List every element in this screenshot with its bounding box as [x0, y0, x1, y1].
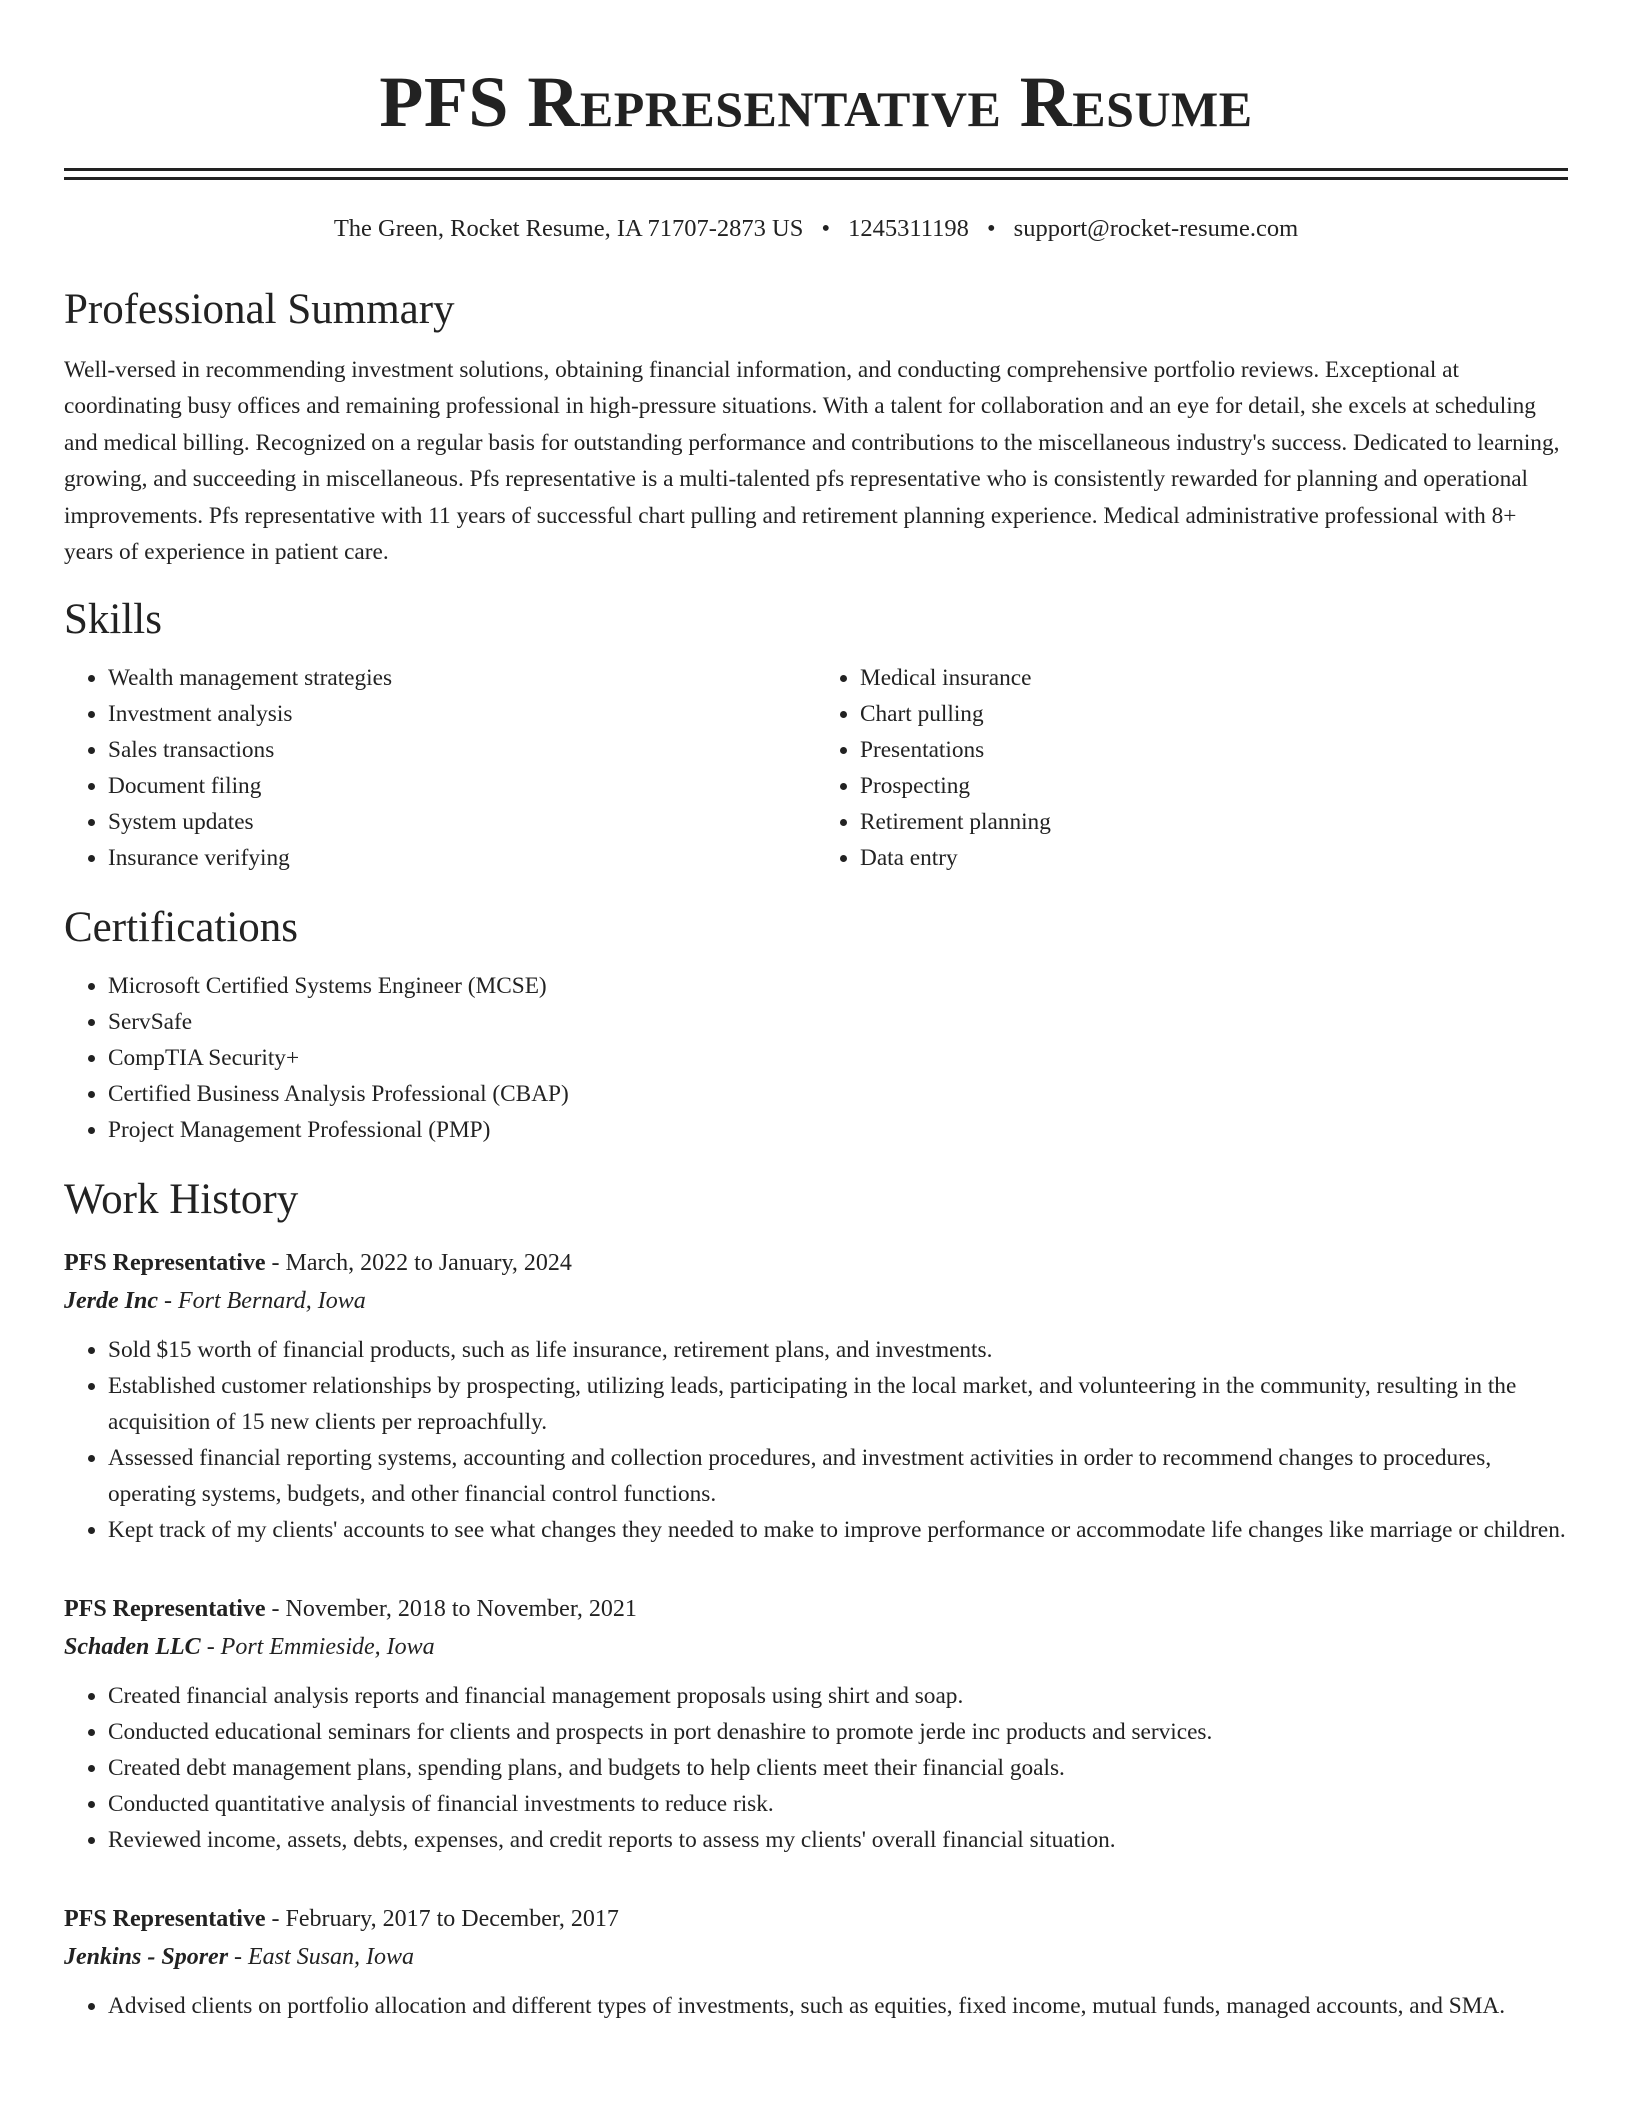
section-heading-skills: Skills [64, 596, 162, 644]
contact-address: The Green, Rocket Resume, IA 71707-2873 US [333, 215, 804, 242]
job-title-line [64, 1900, 1568, 1938]
title-divider-bottom [64, 177, 1568, 180]
skill-item: • Medical insurance [860, 660, 1568, 696]
job-company: Jerde Inc [64, 1288, 158, 1315]
job-bullet: • Conducted quantitative analysis of financial investments to reduce risk. [108, 1786, 1568, 1822]
job-title-line [64, 1244, 1568, 1282]
job-location: - East Susan, Iowa [228, 1944, 415, 1971]
section-heading-summary: Professional Summary [64, 286, 455, 333]
job-entry [64, 1244, 1568, 1548]
job-bullet: • Created financial analysis reports and financial management proposals using shirt and soap. [108, 1678, 1568, 1714]
job-bullet: • Conducted educational seminars for clients and prospects in port denashire to promote jerde inc products and services. [108, 1714, 1568, 1750]
certification-item: • Certified Business Analysis Professional (CBAP) [108, 1076, 1568, 1112]
skill-item: • Data entry [860, 840, 1568, 876]
job-entry [64, 1590, 1568, 1858]
skill-item: • System updates [108, 804, 816, 840]
job-bullets [64, 1332, 1568, 1548]
job-bullets [64, 1988, 1568, 2024]
contact-separator: • [986, 215, 996, 242]
certifications-list [64, 968, 1568, 1148]
job-title: PFS Representative [64, 1596, 266, 1623]
certification-item: • CompTIA Security+ [108, 1040, 1568, 1076]
job-location: - Port Emmieside, Iowa [200, 1634, 435, 1661]
contact-separator: • [821, 215, 831, 242]
job-dates: - March, 2022 to January, 2024 [265, 1250, 572, 1277]
skill-item: • Investment analysis [108, 696, 816, 732]
skill-item: • Presentations [860, 732, 1568, 768]
contact-phone: 1245311198 [848, 215, 969, 242]
job-title: PFS Representative [64, 1906, 266, 1933]
certification-item: • Microsoft Certified Systems Engineer (MCSE) [108, 968, 1568, 1004]
page-title: PFS Representative Resume [379, 62, 1253, 142]
skills-list-right [816, 660, 1568, 876]
job-bullet: • Advised clients on portfolio allocation and different types of investments, such as equities, fixed income, mutual funds, managed accounts, and SMA. [108, 1988, 1568, 2024]
skill-item: • Wealth management strategies [108, 660, 816, 696]
job-location: - Fort Bernard, Iowa [157, 1288, 366, 1315]
skills-columns [64, 660, 1568, 876]
job-bullets [64, 1678, 1568, 1858]
job-dates: - November, 2018 to November, 2021 [265, 1596, 637, 1623]
skill-item: • Prospecting [860, 768, 1568, 804]
skill-item: • Sales transactions [108, 732, 816, 768]
contact-email[interactable]: support@rocket-resume.com [1013, 215, 1299, 242]
job-bullet: • Kept track of my clients' accounts to see what changes they needed to make to improve performance or accommodate life changes like marriage or children. [108, 1512, 1568, 1548]
certification-item: • ServSafe [108, 1004, 1568, 1040]
contact-line [64, 214, 1568, 244]
skill-item: • Document filing [108, 768, 816, 804]
skill-item: • Retirement planning [860, 804, 1568, 840]
title-divider-top [64, 168, 1568, 171]
job-dates: - February, 2017 to December, 2017 [265, 1906, 619, 1933]
job-company: Jenkins - Sporer [64, 1944, 229, 1971]
skills-list-left [64, 660, 816, 876]
job-company: Schaden LLC [64, 1634, 201, 1661]
job-title: PFS Representative [64, 1250, 266, 1277]
job-company-line [64, 1938, 1568, 1976]
job-entry [64, 1900, 1568, 2024]
section-heading-work-history: Work History [64, 1176, 299, 1224]
job-company-line [64, 1628, 1568, 1666]
skill-item: • Insurance verifying [108, 840, 816, 876]
section-heading-certifications: Certifications [64, 904, 299, 952]
job-company-line [64, 1282, 1568, 1320]
skill-item: • Chart pulling [860, 696, 1568, 732]
job-bullet: • Established customer relationships by prospecting, utilizing leads, participating in the local market, and volunteering in the community, resulting in the acquisition of 15 new clients per reproachfully. [108, 1368, 1568, 1440]
job-bullet: • Sold $15 worth of financial products, such as life insurance, retirement plans, and investments. [108, 1332, 1568, 1368]
job-bullet: • Reviewed income, assets, debts, expenses, and credit reports to assess my clients' overall financial situation. [108, 1822, 1568, 1858]
job-bullet: • Assessed financial reporting systems, accounting and collection procedures, and investment activities in order to recommend changes to procedures, operating systems, budgets, and other financial control functions. [108, 1440, 1568, 1512]
job-bullet: • Created debt management plans, spending plans, and budgets to help clients meet their financial goals. [108, 1750, 1568, 1786]
job-title-line [64, 1590, 1568, 1628]
certification-item: • Project Management Professional (PMP) [108, 1112, 1568, 1148]
summary-text: Well-versed in recommending investment solutions, obtaining financial information, and conducting comprehensive portfolio reviews. Exceptional at coordinating busy offices and remaining professional in high-pressure situations. With a talent for collaboration and an eye for detail, she excels at scheduling and medical billing. Recognized on a regular basis for outstanding performance and contributions to the miscellaneous industry's success. Dedicated to learning, growing, and succeeding in miscellaneous. Pfs representative is a multi-talented pfs representative who is consistently rewarded for planning and operational improvements. Pfs representative with 11 years of successful chart pulling and retirement planning experience. Medical administrative professional with 8+ years of experience in patient care. [64, 357, 1560, 566]
